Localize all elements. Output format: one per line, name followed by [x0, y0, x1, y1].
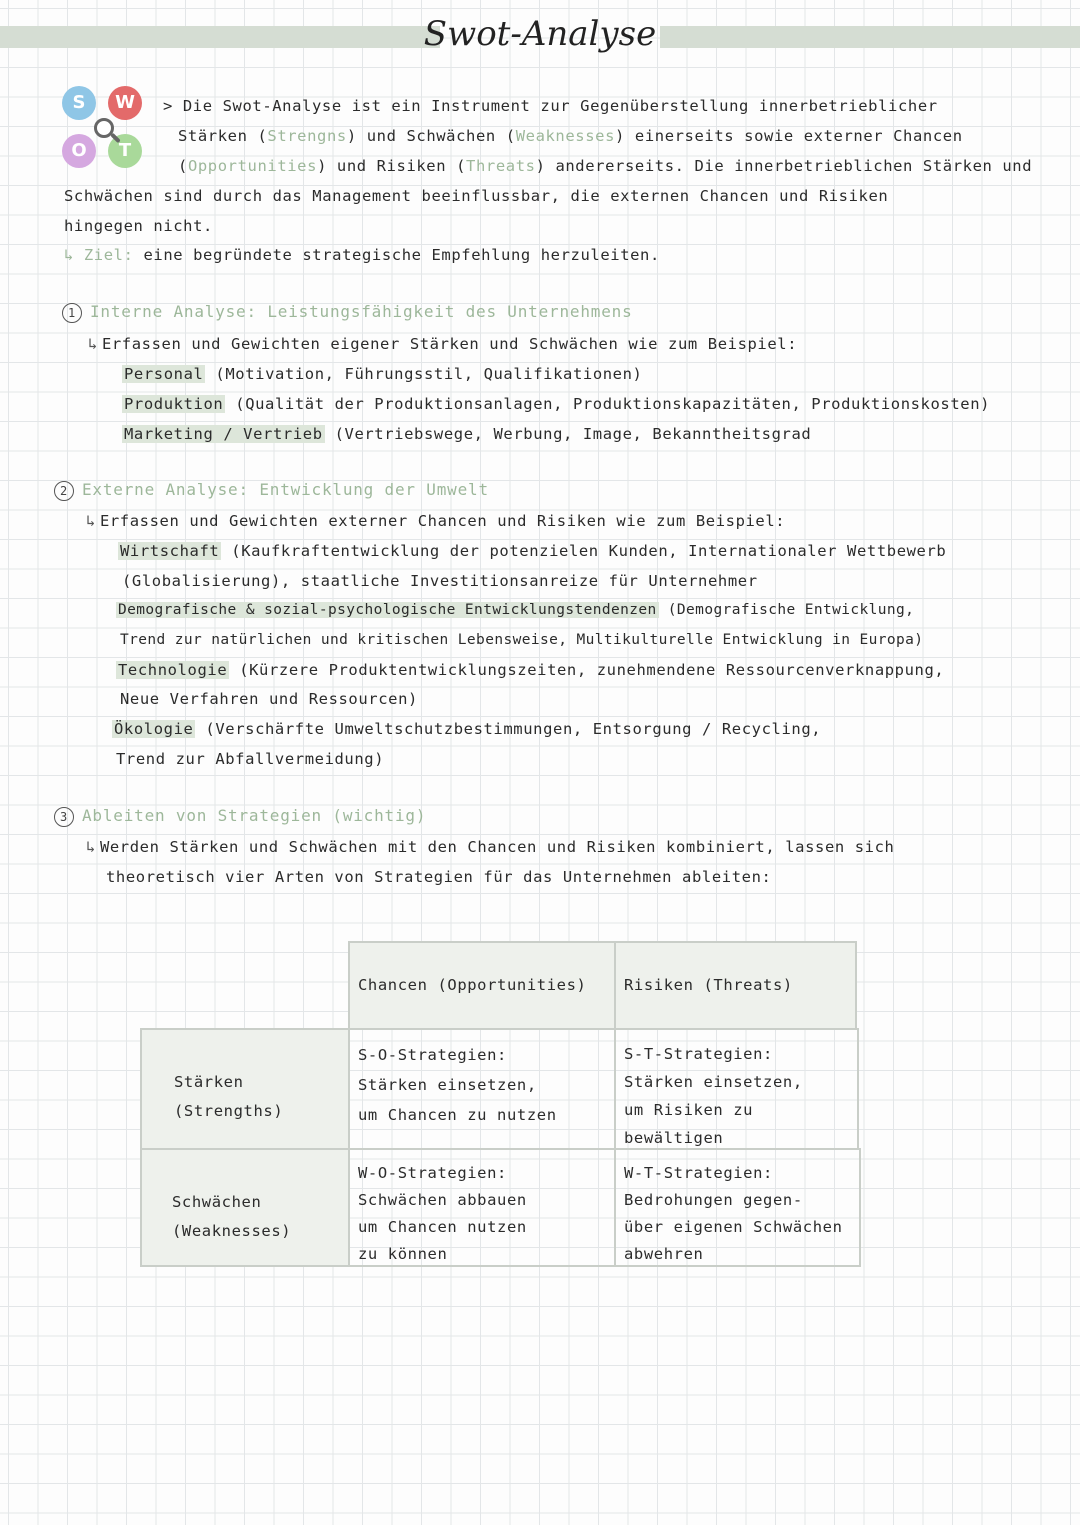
text: Stärken: [174, 1073, 244, 1091]
text: W-O-Strategien:: [358, 1164, 507, 1182]
section2-heading: [54, 480, 489, 501]
section3-lead-2: theoretisch vier Arten von Strategien für das Unternehmen ableiten:: [106, 868, 772, 886]
text: Bedrohungen gegen-: [624, 1191, 803, 1209]
matrix-row-schwaechen: [140, 1148, 350, 1267]
text: W-T-Strategien:: [624, 1164, 773, 1182]
text: S-O-Strategien:: [358, 1046, 507, 1064]
item-text: (Kaufkraftentwicklung der potenzielen Kunden, Internationaler Wettbewerb: [231, 542, 947, 560]
arrow-icon: ↳: [88, 335, 98, 353]
opportunities-term: Opportunities: [187, 157, 318, 175]
swot-logo-icon: [62, 86, 148, 172]
text: abwehren: [624, 1245, 704, 1263]
section2-item: [116, 600, 914, 620]
text: Erfassen und Gewichten eigener Stärken und Schwächen wie zum Beispiel:: [101, 335, 798, 353]
matrix-cell-wt: [614, 1148, 861, 1267]
section2-number: 2: [54, 481, 74, 501]
item-key: Demografische & sozial-psychologische Entwicklungstendenzen: [118, 602, 657, 618]
logo-s: S: [62, 86, 96, 120]
section2-title: Externe Analyse: Entwicklung der Umwelt: [82, 480, 489, 499]
text: ) und Risiken (: [317, 157, 467, 175]
text: Erfassen und Gewichten externer Chancen und Risiken wie zum Beispiel:: [99, 512, 786, 530]
intro-line-3: [178, 156, 1032, 176]
text: (Strengths): [174, 1102, 284, 1120]
intro-line-4: Schwächen sind durch das Management beeinflussbar, die externen Chancen und Risiken: [64, 187, 889, 205]
threats-term: Threats: [466, 157, 536, 175]
logo-t: T: [108, 134, 142, 168]
logo-o: O: [62, 134, 96, 168]
arrow-icon: ↳: [86, 512, 96, 530]
text: Schwächen: [172, 1193, 262, 1211]
item-text: (Kürzere Produktentwicklungszeiten, zunehmendene Ressourcenverknappung,: [239, 661, 945, 679]
section3-number: 3: [54, 807, 74, 827]
text: ) und Schwächen (: [346, 127, 516, 145]
item-key: Produktion: [124, 395, 224, 413]
item-key: Personal: [124, 365, 204, 383]
strengths-term: Strengns: [267, 127, 347, 145]
text: Werden Stärken und Schwächen mit den Chancen und Risiken kombiniert, lassen sich: [99, 838, 895, 856]
text: (Weaknesses): [172, 1222, 292, 1240]
text: um Risiken zu: [624, 1101, 754, 1119]
item-text: (Verschärfte Umweltschutzbestimmungen, Entsorgung / Recycling,: [205, 720, 822, 738]
section2-item: [118, 541, 946, 561]
text: Schwächen abbauen: [358, 1191, 527, 1209]
item-key: Marketing / Vertrieb: [124, 425, 323, 443]
section2-item-cont: (Globalisierung), staatliche Investitionsanreize für Unternehmer: [122, 572, 758, 590]
section2-lead: [86, 511, 785, 531]
text: Chancen (Opportunities): [358, 976, 587, 994]
section2-item-cont: Neue Verfahren und Ressourcen): [120, 690, 418, 708]
matrix-cell-wo: [348, 1148, 616, 1267]
text: (: [178, 157, 188, 175]
intro-line-5: hingegen nicht.: [64, 217, 213, 235]
section1-item: [122, 394, 990, 414]
matrix-row-staerken: [140, 1028, 350, 1150]
item-key: Ökologie: [114, 720, 194, 738]
weaknesses-term: Weaknesses: [515, 127, 616, 145]
text: Stärken einsetzen,: [624, 1073, 803, 1091]
text: Stärken einsetzen,: [358, 1076, 537, 1094]
section3-title: Ableiten von Strategien (wichtig): [82, 806, 427, 825]
arrow-icon: ↳: [86, 838, 96, 856]
text: bewältigen: [624, 1129, 724, 1147]
section2-item: [116, 660, 944, 680]
section1-item: [122, 424, 811, 444]
text: zu können: [358, 1245, 448, 1263]
matrix-header-risiken: [614, 941, 857, 1030]
section3-lead-1: [86, 837, 894, 857]
section1-number: 1: [62, 303, 82, 323]
page-title: Swot-Analyse: [423, 14, 657, 54]
item-text: (Qualität der Produktionsanlagen, Produktionskapazitäten, Produktionskosten): [235, 395, 991, 413]
goal-line: [64, 245, 660, 265]
section1-item: [122, 364, 642, 384]
matrix-header-chancen: [348, 941, 616, 1030]
section2-item-cont: Trend zur Abfallvermeidung): [116, 750, 385, 768]
section3-heading: [54, 806, 426, 827]
text: Risiken (Threats): [624, 976, 793, 994]
text: ) einerseits sowie externer Chancen: [615, 127, 963, 145]
item-text: (Motivation, Führungsstil, Qualifikationen): [215, 365, 643, 383]
section2-item: [112, 719, 821, 739]
section1-title: Interne Analyse: Leistungsfähigkeit des Unternehmens: [90, 302, 633, 321]
text: Stärken (: [178, 127, 268, 145]
item-key: Wirtschaft: [120, 542, 220, 560]
item-text: (Demografische Entwicklung,: [667, 602, 915, 618]
text: ) andererseits. Die innerbetrieblichen Stärken und: [535, 157, 1033, 175]
text: um Chancen nutzen: [358, 1218, 527, 1236]
matrix-cell-so: [348, 1028, 616, 1150]
intro-line-1: > Die Swot-Analyse ist ein Instrument zur Gegenüberstellung innerbetrieblicher: [163, 97, 938, 115]
intro-line-2: [178, 126, 963, 146]
goal-text: eine begründete strategische Empfehlung herzuleiten.: [143, 246, 660, 264]
item-text: (Vertriebswege, Werbung, Image, Bekanntheitsgrad: [334, 425, 812, 443]
section1-heading: [62, 302, 633, 323]
item-key: Technologie: [118, 661, 228, 679]
text: um Chancen zu nutzen: [358, 1106, 557, 1124]
text: über eigenen Schwächen: [624, 1218, 843, 1236]
matrix-cell-st: [614, 1028, 859, 1150]
logo-w: W: [108, 86, 142, 120]
goal-label: ↳ Ziel:: [64, 246, 134, 264]
section1-lead: [88, 334, 797, 354]
text: S-T-Strategien:: [624, 1045, 773, 1063]
section2-item-cont: Trend zur natürlichen und kritischen Lebensweise, Multikulturelle Entwicklung in Europa): [120, 632, 924, 648]
